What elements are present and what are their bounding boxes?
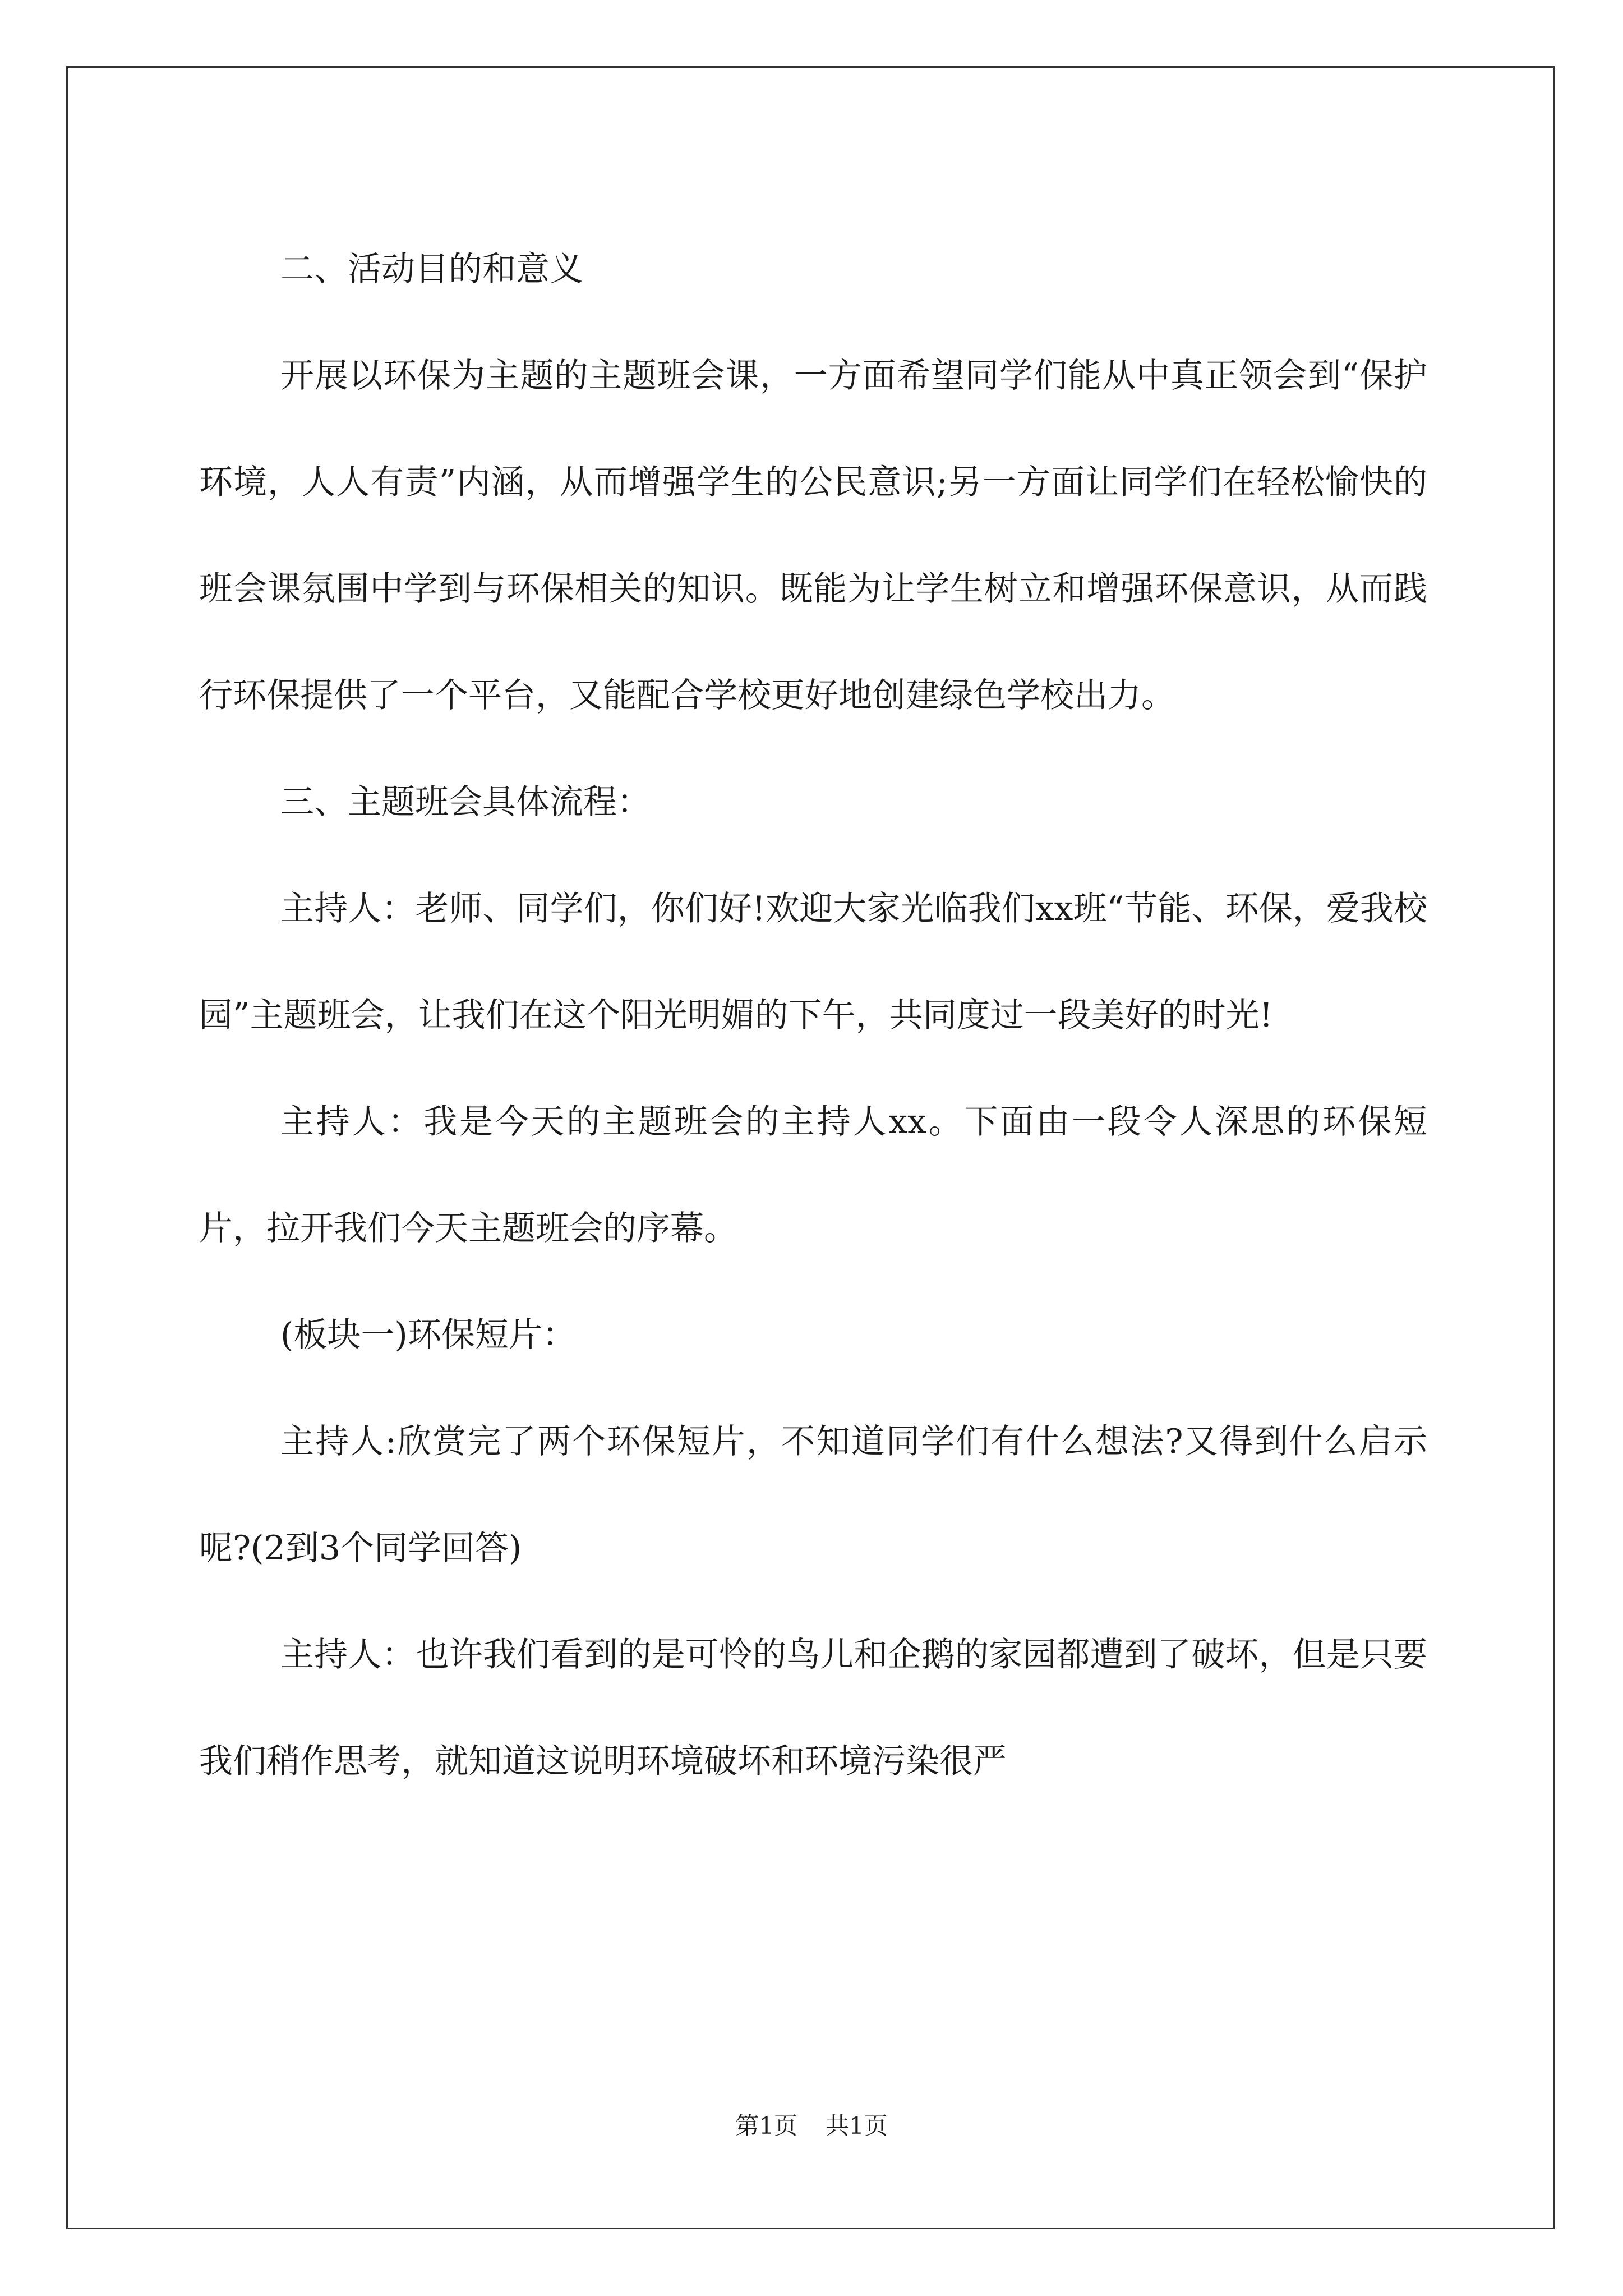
paragraph-host-question: 主持人:欣赏完了两个环保短片，不知道同学们有什么想法?又得到什么启示呢?(2到3个同学回答) bbox=[199, 1422, 1427, 1568]
paragraph-host-intro: 主持人：我是今天的主题班会的主持人xx。下面由一段令人深思的环保短片，拉开我们今天主题班会的序幕。 bbox=[199, 1102, 1427, 1248]
paragraph-host-welcome: 主持人：老师、同学们，你们好!欢迎大家光临我们xx班“节能、环保，爱我校园”主题班会，让我们在这个阳光明媚的下午，共同度过一段美好的时光! bbox=[199, 889, 1427, 1035]
paragraph-host-reflection: 主持人：也许我们看到的是可怜的鸟儿和企鹅的家园都遭到了破坏，但是只要我们稍作思考，就知道这说明环境破坏和环境污染很严 bbox=[199, 1635, 1427, 1781]
page-number-total: 共1页 bbox=[826, 2112, 888, 2139]
heading-activity-purpose: 二、活动目的和意义 bbox=[280, 250, 583, 289]
paragraph-purpose-body: 开展以环保为主题的主题班会课，一方面希望同学们能从中真正领会到“保护环境，人人有责”内涵，从而增强学生的公民意识;另一方面让同学们在轻松愉快的班会课氛围中学到与环保相关的知识。既能为让学生树立和增强环保意识，从而践行环保提供了一个平台，又能配合学校更好地创建绿色学校出力。 bbox=[199, 356, 1427, 715]
page-footer bbox=[0, 2109, 1623, 2143]
heading-meeting-process: 三、主题班会具体流程： bbox=[280, 783, 651, 822]
heading-section-one: (板块一)环保短片： bbox=[280, 1315, 576, 1355]
page-number-current: 第1页 bbox=[735, 2112, 797, 2139]
document-body bbox=[199, 216, 1427, 1815]
